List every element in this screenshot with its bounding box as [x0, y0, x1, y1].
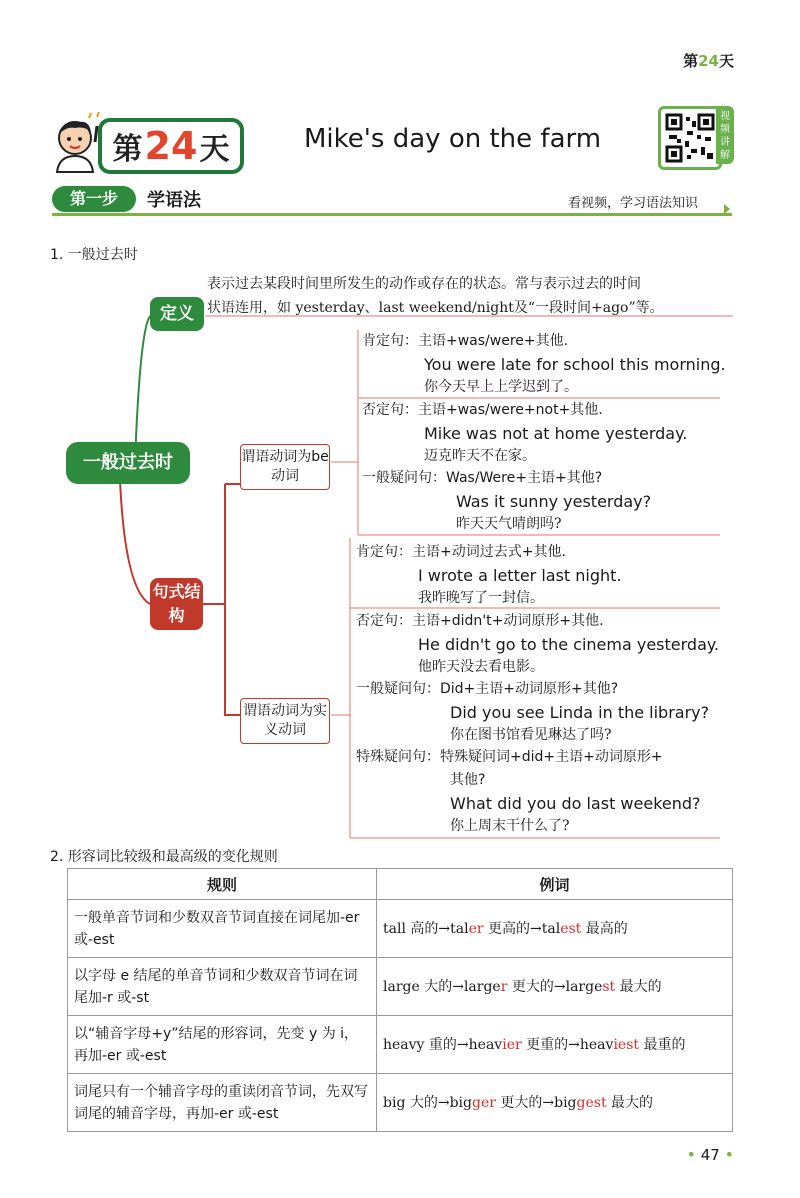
suffix-highlight: iest [613, 1036, 640, 1053]
example-text: 更重的→heav [521, 1036, 614, 1053]
example-cell [377, 1074, 733, 1132]
definition-text: 表示过去某段时间里所发生的动作或存在的状态。常与表示过去的时间 状语连用，如 yesterday、last weekend/night及“一段时间+ago”等。 [207, 276, 664, 316]
example-text: 更高的→tal [483, 920, 561, 937]
step-title: 学语法 [147, 190, 201, 211]
verb-question: 一般疑问句：Did+主语+动词原形+其他? Did you see Linda in the library? 你在图书馆看见琳达了吗? [356, 681, 710, 743]
section2-heading: 2. 形容词比较级和最高级的变化规则 [50, 849, 278, 865]
example-cell [377, 958, 733, 1016]
example-cell [377, 1016, 733, 1074]
main-verb-branch: 谓语动词为实义动词 [240, 698, 330, 744]
example-text: heavy 重的→heav [383, 1036, 503, 1053]
root-node: 一般过去时 [66, 442, 190, 484]
rule-cell: 一般单音节词和少数双音节词直接在词尾加-er 或-est [68, 900, 377, 958]
suffix-highlight: r [500, 978, 508, 995]
example-text: 最重的 [639, 1036, 686, 1053]
example-text: large 大的→large [383, 978, 501, 995]
table-row [68, 1016, 733, 1074]
suffix-highlight: gest [576, 1094, 607, 1111]
rule-cell: 词尾只有一个辅音字母的重读闭音节词，先双写词尾的辅音字母，再加-er 或-est [68, 1074, 377, 1132]
section1-heading: 1. 一般过去时 [50, 247, 138, 263]
example-column-header: 例词 [377, 869, 733, 900]
example-text: 更大的→large [507, 978, 603, 995]
verb-affirmative: 肯定句：主语+动词过去式+其他. I wrote a letter last night. 我昨晚写了一封信。 [356, 544, 622, 606]
example-text: 最大的 [606, 1094, 654, 1111]
page-number: • 47 • [686, 1145, 734, 1164]
structure-node: 句式结构 [150, 578, 203, 630]
table-row [68, 1074, 733, 1132]
suffix-highlight: ger [471, 1094, 496, 1111]
example-text: 最高的 [581, 920, 628, 937]
step-hint: 看视频，学习语法知识 [568, 196, 699, 211]
be-question: 一般疑问句：Was/Were+主语+其他? Was it sunny yesterday? 昨天天气晴朗吗? [362, 470, 652, 532]
qr-video-tag: 视频讲解 [716, 106, 734, 164]
suffix-highlight: ier [502, 1036, 522, 1053]
definition-node: 定义 [150, 297, 204, 331]
page-tag: 第24天 [683, 52, 734, 70]
comparison-rules-table [67, 868, 733, 1132]
suffix-highlight: er [468, 920, 484, 937]
example-text: 最大的 [615, 978, 662, 995]
table-row [68, 958, 733, 1016]
example-cell [377, 900, 733, 958]
verb-wh-question: 特殊疑问句：特殊疑问词+did+主语+动词原形+ 其他? What did you do last weekend? 你上周末干什么了? [356, 749, 701, 834]
table-header-row [68, 869, 733, 900]
rule-cell: 以字母 e 结尾的单音节词和少数双音节词在词尾加-r 或-st [68, 958, 377, 1016]
be-verb-branch: 谓语动词为be动词 [240, 444, 330, 490]
be-affirmative: 肯定句：主语+was/were+其他. You were late for school this morning. 你今天早上上学迟到了。 [362, 333, 726, 395]
example-text: big 大的→big [383, 1094, 472, 1111]
rule-cell: 以“辅音字母+y”结尾的形容词，先变 y 为 i，再加-er 或-est [68, 1016, 377, 1074]
be-negative: 否定句：主语+was/were+not+其他. Mike was not at home yesterday. 迈克昨天不在家。 [362, 402, 688, 464]
day-badge: 第 24 天 [98, 118, 244, 174]
example-text: 更大的→big [495, 1094, 577, 1111]
example-text: tall 高的→tal [383, 920, 469, 937]
suffix-highlight: st [602, 978, 616, 995]
table-row [68, 900, 733, 958]
rule-column-header: 规则 [68, 869, 377, 900]
suffix-highlight: est [560, 920, 582, 937]
lesson-title: Mike's day on the farm [304, 124, 602, 154]
verb-negative: 否定句：主语+didn't+动词原形+其他. He didn't go to the cinema yesterday. 他昨天没去看电影。 [356, 613, 720, 675]
step-pill: 第一步 [52, 186, 136, 212]
